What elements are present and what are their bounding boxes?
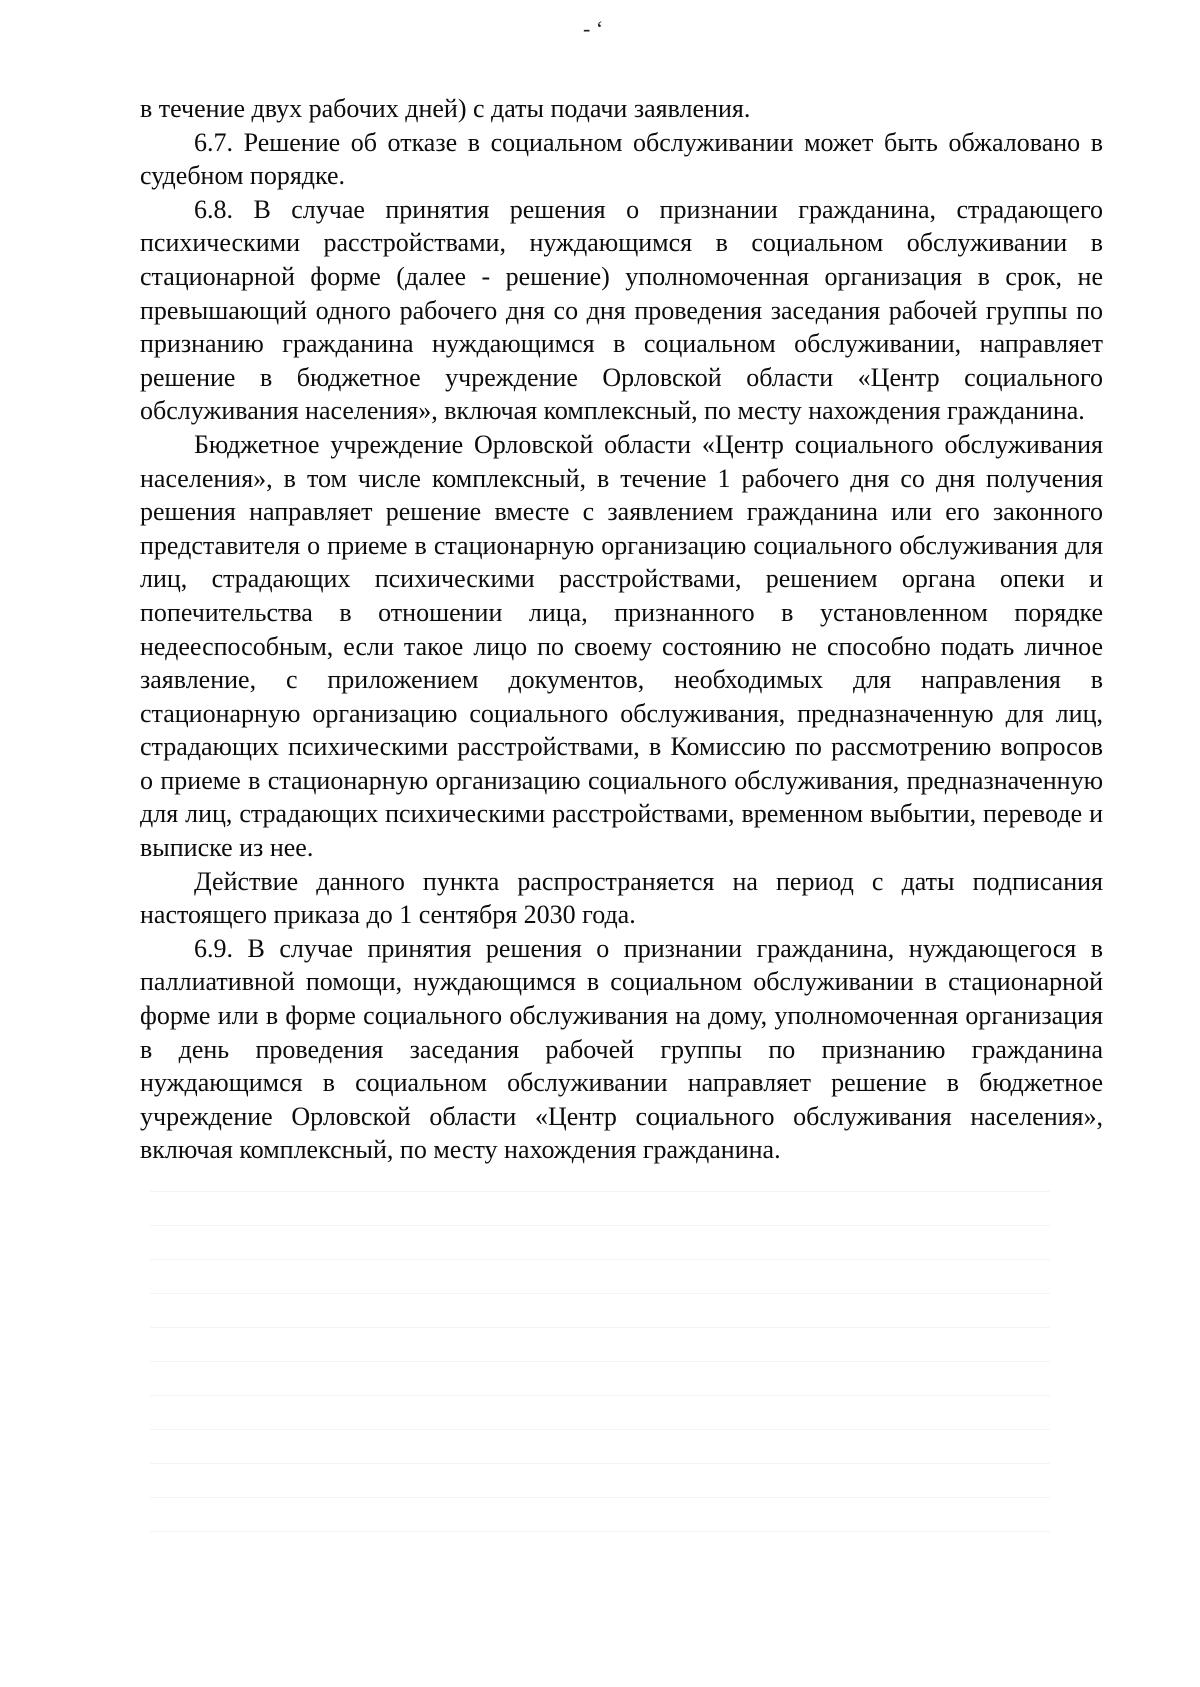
paragraph-validity: Действие данного пункта распространяется на период с даты подписания настоящего приказа до 1 сентября 2030 года.: [140, 866, 1103, 930]
scan-background-noise: [150, 1180, 1050, 1560]
document-text: [140, 92, 1103, 1167]
paragraph-budget-institution: Бюджетное учреждение Орловской области «Центр социального обслуживания населения», в том числе комплексный, в течение 1 рабочего дня со дня получения решения направляет решение вместе с заявлением гражданина или его законного представителя о приеме в стационарную организацию социального обслуживания для лиц, страдающих психическими расстройствами, решением органа опеки и попечительства в отношении лица, признанного в установленном порядке недееспособным, если такое лицо по своему состоянию не способно подать личное заявление, с приложением документов, необходимых для направления в стационарную организацию социального обслуживания, предназначенную для лиц, страдающих психическими расстройствами, в Комиссию по рассмотрению вопросов о приеме в стационарную организацию социального обслуживания, предназначенную для лиц, страдающих психическими расстройствами, временном выбытии, переводе и выписке из нее.: [140, 429, 1103, 863]
paragraph-6-9: 6.9. В случае принятия решения о признании гражданина, нуждающегося в паллиативной помощи, нуждающимся в социальном обслуживании в стационарной форме или в форме социального обслуживания на дому, уполномоченная организация в день проведения заседания рабочей группы по признанию гражданина нуждающимся в социальном обслуживании направляет решение в бюджетное учреждение Орловской области «Центр социального обслуживания населения», включая комплексный, по месту нахождения гражданина.: [140, 933, 1103, 1165]
paragraph-continuation: в течение двух рабочих дней) с даты подачи заявления.: [140, 94, 751, 123]
paragraph-6-8: 6.8. В случае принятия решения о признании гражданина, страдающего психическими расстройствами, нуждающимся в социальном обслуживании в стационарной форме (далее - решение) уполномоченная организация в срок, не превышающий одного рабочего дня со дня проведения заседания рабочей группы по признанию гражданина нуждающимся в социальном обслуживании, направляет решение в бюджетное учреждение Орловской области «Центр социального обслуживания населения», включая комплексный, по месту нахождения гражданина.: [140, 194, 1103, 426]
page-top-mark: - ʻ: [583, 16, 604, 41]
paragraph-6-7: 6.7. Решение об отказе в социальном обслуживании может быть обжаловано в судебном порядке.: [140, 127, 1103, 191]
